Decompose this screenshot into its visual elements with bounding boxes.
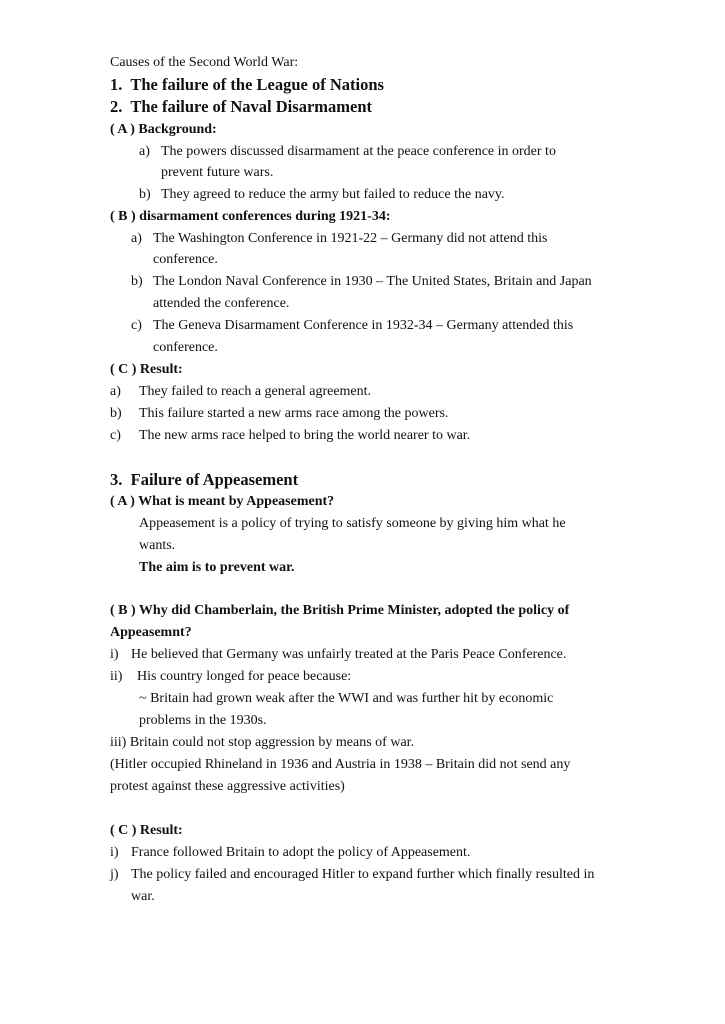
list-marker: j) [110,867,119,882]
list-item-text: They agreed to reduce the army but failed to reduce the navy. [161,187,505,202]
sub-item-text: ~ Britain had grown weak after the WWI and was further hit by economic [139,691,554,706]
subheading-conferences: ( B ) disarmament conferences during 1921-34: [110,209,391,224]
list-item-text: The powers discussed disarmament at the peace conference in order to [161,144,556,159]
heading-text: The failure of the League of Nations [130,75,384,94]
list-marker: b) [139,187,151,202]
list-item-text: attended the conference. [153,296,290,311]
note-line: (Hitler occupied Rhineland in 1936 and Austria in 1938 – Britain did not send any [110,757,571,772]
list-item-text: This failure started a new arms race among the powers. [139,406,449,421]
paragraph-line: wants. [139,538,176,553]
heading-1 [110,75,384,95]
list-marker: c) [110,428,121,443]
list-item-text: The policy failed and encouraged Hitler to expand further which finally resulted in [131,867,595,882]
list-item-text: conference. [153,252,218,267]
list-item-text: The London Naval Conference in 1930 – The United States, Britain and Japan [153,274,592,289]
heading-3 [110,470,298,490]
list-item-text: France followed Britain to adopt the policy of Appeasement. [131,845,471,860]
list-marker: ii) [110,669,123,684]
heading-text: The failure of Naval Disarmament [130,97,372,116]
list-item-text: He believed that Germany was unfairly treated at the Paris Peace Conference. [131,647,567,662]
aim-statement: The aim is to prevent war. [139,560,295,575]
list-item-text: prevent future wars. [161,165,274,180]
list-marker: i) [110,647,119,662]
note-line: protest against these aggressive activities) [110,779,345,794]
list-item-text: conference. [153,340,218,355]
list-item-text: war. [131,889,155,904]
list-item-text: They failed to reach a general agreement. [139,384,372,399]
list-marker: a) [139,144,150,159]
list-item-text: The Washington Conference in 1921-22 – Germany did not attend this [153,231,548,246]
heading-2 [110,97,372,117]
heading-number: 3. [110,470,123,489]
list-marker: b) [110,406,122,421]
list-marker: b) [131,274,143,289]
subheading-background: ( A ) Background: [110,122,217,137]
subheading-appeasement-definition: ( A ) What is meant by Appeasement? [110,494,335,509]
list-item-text: The Geneva Disarmament Conference in 1932-34 – Germany attended this [153,318,574,333]
heading-number: 2. [110,97,123,116]
subheading-chamberlain: ( B ) Why did Chamberlain, the British Prime Minister, adopted the policy of [110,603,570,618]
list-marker: c) [131,318,142,333]
subheading-result: ( C ) Result: [110,362,183,377]
paragraph-line: Appeasement is a policy of trying to satisfy someone by giving him what he [139,516,566,531]
list-marker: a) [131,231,142,246]
heading-number: 1. [110,75,123,94]
list-marker: a) [110,384,121,399]
subheading-result-appeasement: ( C ) Result: [110,823,183,838]
heading-text: Failure of Appeasement [130,470,299,489]
intro-line: Causes of the Second World War: [110,55,299,70]
list-item-text: His country longed for peace because: [137,669,352,684]
list-marker: i) [110,845,119,860]
sub-item-text: problems in the 1930s. [139,713,267,728]
list-item-text: iii) Britain could not stop aggression by means of war. [110,735,415,750]
subheading-chamberlain-cont: Appeasemnt? [110,625,192,640]
list-item-text: The new arms race helped to bring the world nearer to war. [139,428,471,443]
